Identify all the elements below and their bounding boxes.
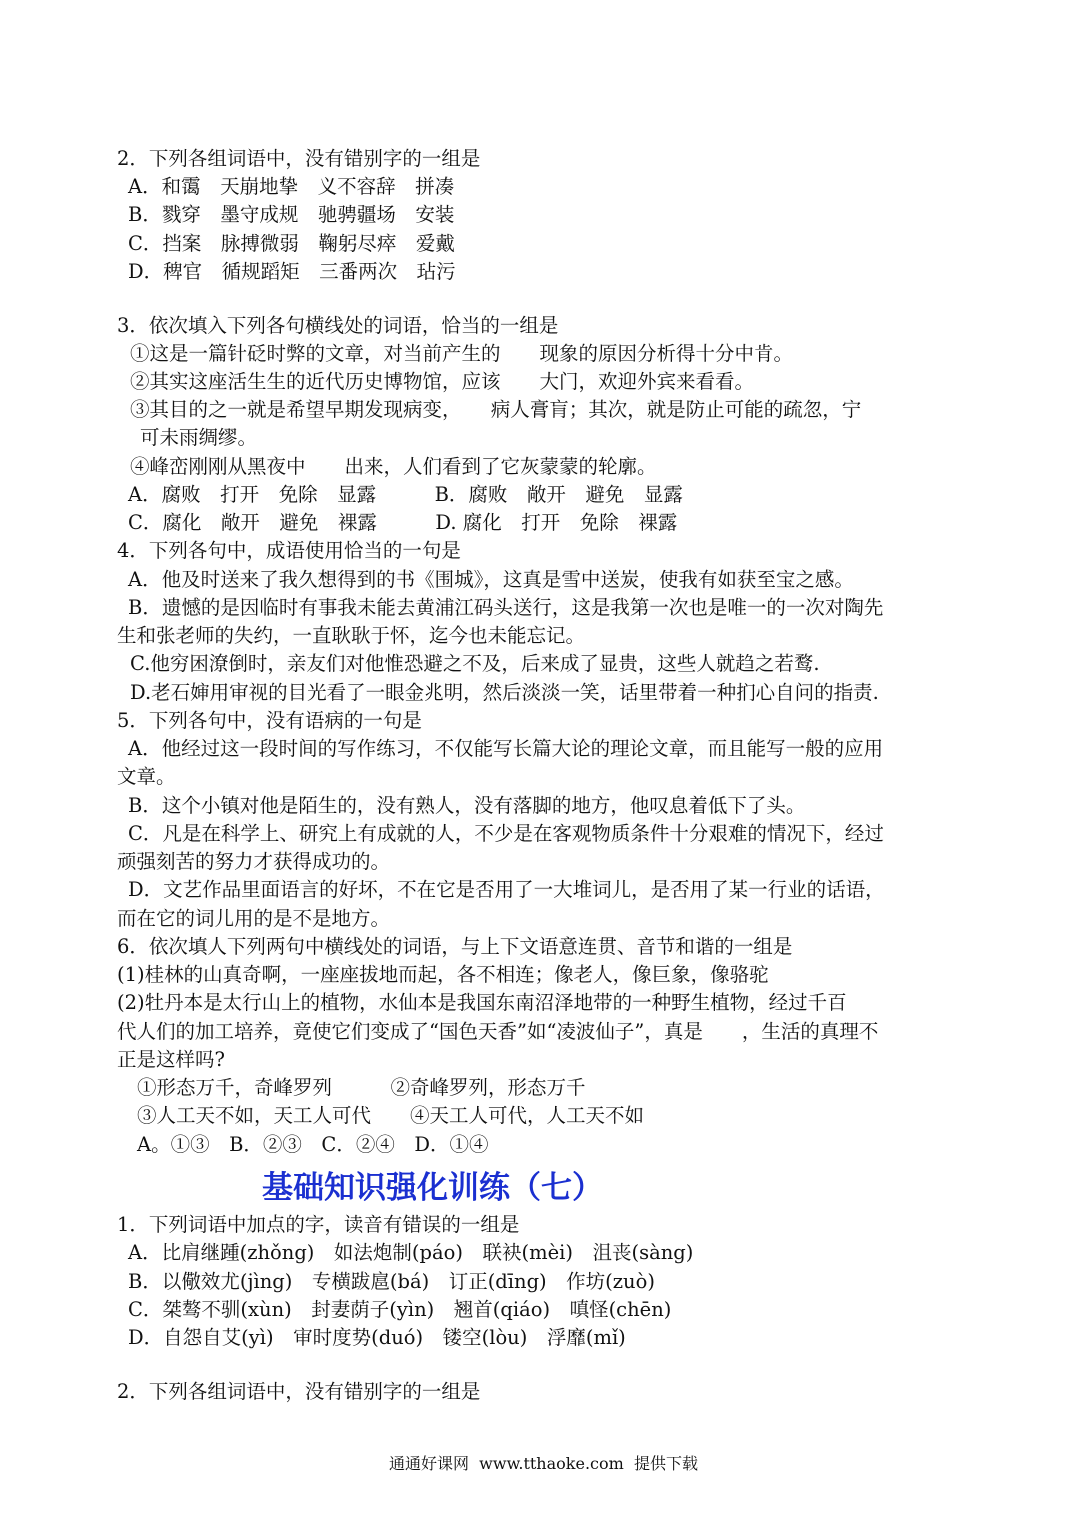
text-line: 6．依次填人下列两句中横线处的词语，与上下文语意连贯、音节和谐的一组是: [117, 935, 793, 958]
text-line: B．遗憾的是因临时有事我未能去黄浦江码头送行，这是我第一次也是唯一的一次对陶先: [128, 596, 884, 619]
text-line: (2)牡丹本是太行山上的植物，水仙本是我国东南沼泽地带的一种野生植物，经过千百: [117, 991, 847, 1014]
section-title: 基础知识强化训练（七）: [262, 1170, 603, 1206]
text-line: B．以儆效尤(jìng) 专横跋扈(bá) 订正(dīng) 作坊(zuò): [128, 1270, 655, 1293]
text-line: ①这是一篇针砭时弊的文章，对当前产生的 现象的原因分析得十分中肯。: [130, 342, 794, 365]
text-line: 顽强刻苦的努力才获得成功的。: [117, 850, 391, 873]
text-line: A。①③ B．②③ C．②④ D．①④: [137, 1133, 489, 1156]
text-line: C．腐化 敞开 避免 裸露 D. 腐化 打开 免除 裸露: [128, 511, 678, 534]
text-line: ①形态万千，奇峰罗列 ②奇峰罗列，形态万千: [137, 1076, 586, 1099]
text-line: 生和张老师的失约，一直耿耿于怀，迄今也未能忘记。: [117, 624, 586, 647]
text-line: 3．依次填入下列各句横线处的词语，恰当的一组是: [117, 314, 559, 337]
text-line: 5．下列各句中，没有语病的一句是: [117, 709, 422, 732]
text-line: 可未雨绸缪。: [140, 426, 258, 449]
page-footer: 通通好课网 www.tthaoke.com 提供下载: [389, 1454, 698, 1473]
text-line: C.他穷困潦倒时，亲友们对他惟恐避之不及，后来成了显贵，这些人就趋之若鹜.: [130, 652, 820, 675]
text-line: B．戮穿 墨守成规 驰骋疆场 安装: [128, 203, 455, 226]
text-line: ④峰峦刚刚从黑夜中 出来，人们看到了它灰蒙蒙的轮廓。: [130, 455, 657, 478]
text-line: A．和霭 天崩地挚 义不容辞 拼凑: [128, 175, 455, 198]
text-line: 2．下列各组词语中，没有错别字的一组是: [117, 147, 481, 170]
text-line: A．他经过这一段时间的写作练习，不仅能写长篇大论的理论文章，而且能写一般的应用: [128, 737, 884, 760]
text-line: 而在它的词儿用的是不是地方。: [117, 907, 391, 930]
text-line: 代人们的加工培养，竟使它们变成了“国色天香”如“凌波仙子”，真是 ，生活的真理不: [117, 1020, 879, 1043]
text-line: 2．下列各组词语中，没有错别字的一组是: [117, 1380, 481, 1403]
text-line: C．挡案 脉搏微弱 鞠躬尽瘁 爱戴: [128, 232, 455, 255]
text-line: A．腐败 打开 免除 显露 B．腐败 敞开 避免 显露: [128, 483, 683, 506]
text-line: C．凡是在科学上、研究上有成就的人，不少是在客观物质条件十分艰难的情况下，经过: [128, 822, 884, 845]
text-line: D．自怨自艾(yì) 审时度势(duó) 镂空(lòu) 浮靡(mǐ): [128, 1326, 626, 1349]
text-line: ②其实这座活生生的近代历史博物馆，应该 大门，欢迎外宾来看看。: [130, 370, 755, 393]
text-line: (1)桂林的山真奇啊，一座座拔地而起，各不相连；像老人，像巨象，像骆驼: [117, 963, 769, 986]
text-line: ③其目的之一就是希望早期发现病变， 病人膏肓；其次，就是防止可能的疏忽，宁: [130, 398, 862, 421]
text-line: D．稗官 循规蹈矩 三番两次 玷污: [128, 260, 456, 283]
text-line: 1．下列词语中加点的字，读音有错误的一组是: [117, 1213, 520, 1236]
text-line: A．比肩继踵(zhǒng) 如法炮制(páo) 联袂(mèi) 沮丧(sàng): [128, 1241, 694, 1264]
text-line: 4．下列各句中，成语使用恰当的一句是: [117, 539, 461, 562]
text-line: 文章。: [117, 765, 176, 788]
text-line: 正是这样吗?: [117, 1048, 225, 1071]
text-line: C．桀骜不驯(xùn) 封妻荫子(yìn) 翘首(qiáo) 嗔怪(chēn): [128, 1298, 672, 1321]
text-line: B．这个小镇对他是陌生的，没有熟人，没有落脚的地方，他叹息着低下了头。: [128, 794, 806, 817]
text-line: A．他及时送来了我久想得到的书《围城》，这真是雪中送炭，使我有如获至宝之感。: [128, 568, 854, 591]
text-line: D.老石婶用审视的目光看了一眼金兆明，然后淡淡一笑，话里带着一种扪心自问的指责.: [130, 681, 879, 704]
text-line: ③人工天不如，天工人可代 ④天工人可代，人工天不如: [137, 1104, 645, 1127]
text-line: D．文艺作品里面语言的好坏，不在它是否用了一大堆词儿，是否用了某一行业的话语，: [128, 878, 885, 901]
